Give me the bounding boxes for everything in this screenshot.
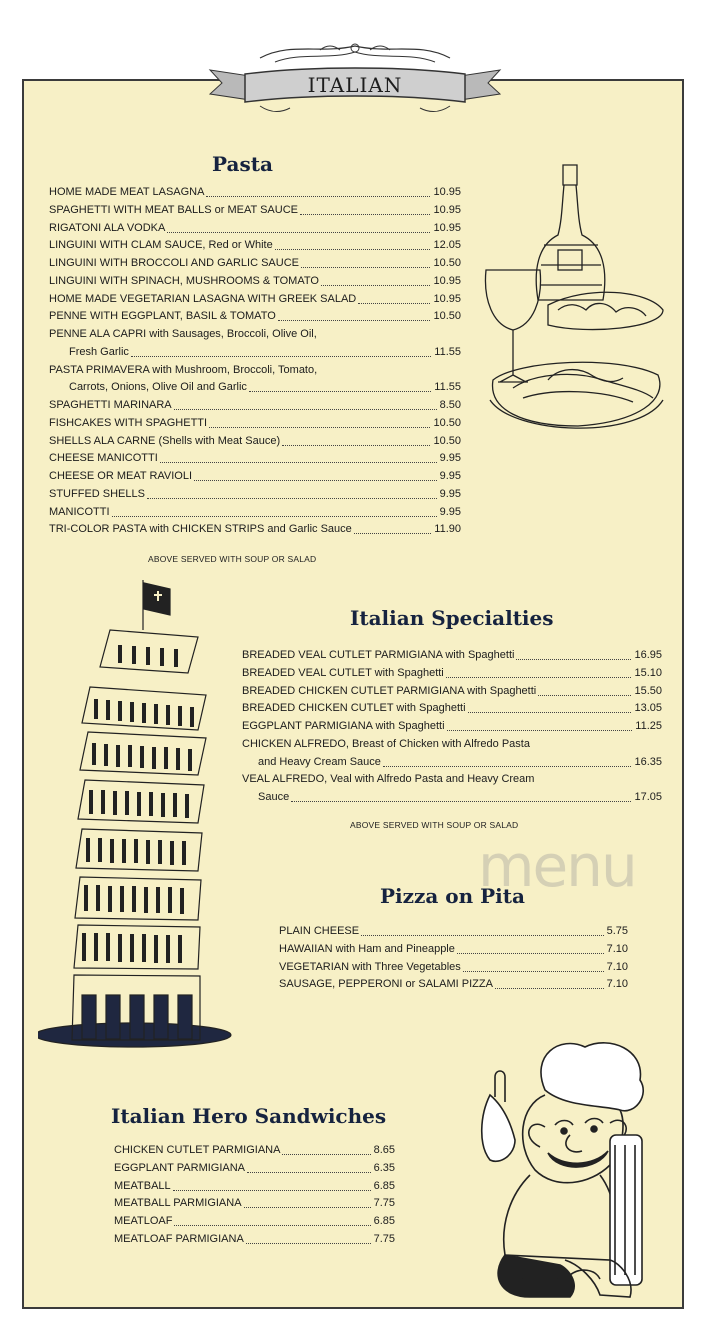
menu-item-name: PENNE WITH EGGPLANT, BASIL & TOMATO bbox=[49, 310, 276, 323]
menu-item bbox=[49, 238, 461, 256]
menu-item-price: 10.50 bbox=[433, 257, 461, 269]
menu-item bbox=[49, 451, 461, 469]
menu-item bbox=[242, 772, 662, 808]
menu-item-price: 9.95 bbox=[439, 470, 461, 482]
menu-item bbox=[114, 1196, 395, 1214]
menu-item-price: 10.50 bbox=[433, 416, 461, 429]
menu-item-price: 7.75 bbox=[373, 1197, 395, 1210]
menu-item bbox=[49, 522, 461, 540]
menu-item bbox=[49, 398, 461, 416]
menu-item bbox=[49, 185, 461, 203]
menu-item-price: 5.75 bbox=[606, 925, 628, 937]
menu-item-price: 11.25 bbox=[635, 720, 662, 732]
menu-item-continuation: and Heavy Cream Sauce bbox=[258, 755, 381, 768]
menu-item-name: PASTA PRIMAVERA with Mushroom, Broccoli, Tomato, bbox=[49, 363, 318, 376]
menu-item-name: SAUSAGE, PEPPERONI or SALAMI PIZZA bbox=[279, 978, 493, 991]
menu-item bbox=[49, 221, 461, 239]
menu-item-name: VEGETARIAN with Three Vegetables bbox=[279, 960, 461, 973]
pizza-title: Pizza on Pita bbox=[380, 884, 525, 908]
menu-item-name: SPAGHETTI MARINARA bbox=[49, 399, 172, 411]
menu-item-name: MEATLOAF PARMIGIANA bbox=[114, 1232, 244, 1245]
menu-item bbox=[114, 1161, 395, 1179]
menu-item-price: 7.10 bbox=[606, 978, 628, 991]
menu-item-name: VEAL ALFREDO, Veal with Alfredo Pasta and Heavy Cream bbox=[242, 773, 535, 786]
menupages-watermark: menu bbox=[478, 832, 636, 900]
specialties-list bbox=[242, 648, 662, 808]
menu-item-name: LINGUINI WITH SPINACH, MUSHROOMS & TOMATO bbox=[49, 274, 319, 287]
menu-item bbox=[114, 1214, 395, 1232]
menu-item bbox=[49, 469, 461, 487]
menu-item bbox=[49, 416, 461, 434]
menu-item-price: 10.50 bbox=[433, 310, 461, 323]
menu-item-continuation: Sauce bbox=[258, 791, 290, 803]
menu-item-price: 12.05 bbox=[433, 239, 461, 252]
menu-item-name: HOME MADE VEGETARIAN LASAGNA WITH GREEK SALAD bbox=[49, 292, 357, 305]
menu-item bbox=[242, 737, 662, 773]
menu-item-price: 15.50 bbox=[634, 684, 662, 697]
menu-item-name: MEATBALL PARMIGIANA bbox=[114, 1197, 242, 1210]
menu-item-price: 11.55 bbox=[434, 381, 461, 394]
menu-item bbox=[49, 363, 461, 399]
menu-item-name: MANICOTTI bbox=[49, 505, 110, 518]
menu-item-name: HOME MADE MEAT LASAGNA bbox=[49, 186, 205, 198]
menu-item-price: 16.35 bbox=[634, 755, 662, 768]
chef-cartoon-icon bbox=[460, 1035, 660, 1303]
menu-item-name: PENNE ALA CAPRI with Sausages, Broccoli, Olive Oil, bbox=[49, 328, 317, 340]
menu-item bbox=[49, 203, 461, 221]
menu-item-price: 7.10 bbox=[606, 942, 628, 955]
menu-item-name: SHELLS ALA CARNE (Shells with Meat Sauce) bbox=[49, 434, 281, 447]
menu-item-price: 7.10 bbox=[606, 960, 628, 973]
menu-item-name: LINGUINI WITH BROCCOLI AND GARLIC SAUCE bbox=[49, 257, 299, 269]
menu-item-name: FISHCAKES WITH SPAGHETTI bbox=[49, 416, 208, 429]
menu-item-name: BREADED VEAL CUTLET PARMIGIANA with Spaghetti bbox=[242, 649, 515, 661]
menu-item bbox=[114, 1143, 395, 1161]
menu-item-name: SPAGHETTI WITH MEAT BALLS or MEAT SAUCE bbox=[49, 203, 298, 216]
menu-item-name: EGGPLANT PARMIGIANA with Spaghetti bbox=[242, 720, 445, 732]
pasta-note: ABOVE SERVED WITH SOUP OR SALAD bbox=[148, 554, 317, 564]
menu-item bbox=[49, 309, 461, 327]
menu-item-price: 11.55 bbox=[434, 345, 461, 358]
menu-item bbox=[49, 274, 461, 292]
menu-item-name: EGGPLANT PARMIGIANA bbox=[114, 1161, 246, 1174]
wine-and-pasta-icon bbox=[478, 160, 668, 445]
menu-item-price: 9.95 bbox=[439, 487, 461, 500]
menu-item bbox=[279, 924, 628, 942]
menu-item bbox=[279, 977, 628, 995]
menu-item-price: 7.75 bbox=[373, 1232, 395, 1245]
menu-item-name: TRI-COLOR PASTA with CHICKEN STRIPS and Garlic Sauce bbox=[49, 523, 352, 536]
menu-item-name: CHEESE OR MEAT RAVIOLI bbox=[49, 470, 193, 482]
menu-item-price: 6.85 bbox=[373, 1179, 395, 1192]
menu-item-name: BREADED CHICKEN CUTLET PARMIGIANA with Spaghetti bbox=[242, 684, 537, 697]
menu-item-price: 9.95 bbox=[439, 505, 461, 518]
menu-item bbox=[242, 684, 662, 702]
pasta-title: Pasta bbox=[212, 152, 273, 176]
menu-item bbox=[49, 487, 461, 505]
menu-item bbox=[49, 256, 461, 274]
menu-item-name: BREADED CHICKEN CUTLET with Spaghetti bbox=[242, 702, 466, 715]
menu-item-price: 17.05 bbox=[634, 791, 662, 803]
menu-item bbox=[279, 942, 628, 960]
specialties-note: ABOVE SERVED WITH SOUP OR SALAD bbox=[350, 820, 519, 830]
menu-item-name: CHICKEN CUTLET PARMIGIANA bbox=[114, 1144, 281, 1156]
leaning-tower-icon bbox=[38, 575, 263, 1070]
menu-item-name: MEATBALL bbox=[114, 1179, 171, 1192]
menu-item bbox=[242, 719, 662, 737]
menu-item-name: PLAIN CHEESE bbox=[279, 925, 360, 937]
menu-item-name: RIGATONI ALA VODKA bbox=[49, 221, 166, 234]
menu-item bbox=[242, 701, 662, 719]
pizza-list bbox=[279, 924, 628, 995]
menu-item-price: 6.85 bbox=[373, 1215, 395, 1227]
menu-item-price: 10.95 bbox=[433, 221, 461, 234]
menu-item-price: 8.65 bbox=[373, 1144, 395, 1156]
menu-item-price: 13.05 bbox=[634, 702, 662, 715]
menu-item-price: 11.90 bbox=[434, 523, 461, 536]
menu-item bbox=[49, 505, 461, 523]
menu-item-continuation: Fresh Garlic bbox=[69, 345, 129, 358]
menu-item bbox=[114, 1232, 395, 1250]
menu-item-name: BREADED VEAL CUTLET with Spaghetti bbox=[242, 666, 444, 679]
menu-item-price: 10.95 bbox=[433, 274, 461, 287]
menu-item-price: 10.50 bbox=[433, 434, 461, 447]
menu-item-name: LINGUINI WITH CLAM SAUCE, Red or White bbox=[49, 239, 273, 252]
menu-item-name: STUFFED SHELLS bbox=[49, 487, 145, 500]
menu-item-price: 9.95 bbox=[439, 452, 461, 465]
italian-banner bbox=[200, 40, 510, 120]
menu-item-price: 10.95 bbox=[433, 203, 461, 216]
menu-item bbox=[49, 292, 461, 310]
menu-item-name: CHEESE MANICOTTI bbox=[49, 452, 158, 465]
menu-item-continuation: Carrots, Onions, Olive Oil and Garlic bbox=[69, 381, 247, 394]
banner-title: ITALIAN bbox=[307, 73, 403, 97]
pasta-list bbox=[49, 185, 461, 540]
menu-item bbox=[49, 434, 461, 452]
menu-item-name: HAWAIIAN with Ham and Pineapple bbox=[279, 942, 455, 955]
specialties-title: Italian Specialties bbox=[350, 606, 554, 630]
heroes-title: Italian Hero Sandwiches bbox=[111, 1104, 387, 1128]
menu-item-price: 6.35 bbox=[373, 1161, 395, 1174]
menu-item-price: 15.10 bbox=[634, 666, 662, 679]
heroes-list bbox=[114, 1143, 395, 1250]
menu-item bbox=[49, 327, 461, 363]
menu-item-name: CHICKEN ALFREDO, Breast of Chicken with Alfredo Pasta bbox=[242, 737, 530, 750]
menu-item bbox=[114, 1179, 395, 1197]
menu-item-price: 8.50 bbox=[439, 399, 461, 411]
menu-item-name: MEATLOAF bbox=[114, 1215, 173, 1227]
menu-item-price: 16.95 bbox=[634, 649, 662, 661]
menu-item-price: 10.95 bbox=[433, 186, 461, 198]
menu-item bbox=[279, 960, 628, 978]
menu-item bbox=[242, 666, 662, 684]
menu-item-price: 10.95 bbox=[433, 292, 461, 305]
menu-item bbox=[242, 648, 662, 666]
